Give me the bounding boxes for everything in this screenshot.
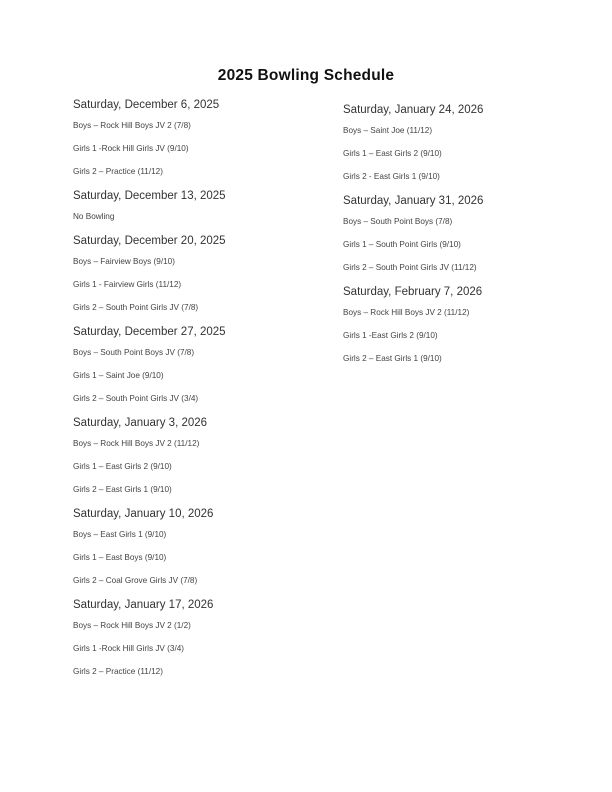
match-entry: Girls 1 – Saint Joe (9/10)	[73, 371, 164, 380]
match-entry: Girls 2 – Practice (11/12)	[73, 667, 163, 676]
page-title: 2025 Bowling Schedule	[217, 67, 395, 84]
right-column	[343, 102, 583, 375]
match-entry: Boys – Fairview Boys (9/10)	[73, 257, 175, 266]
schedule-day-dec-27	[73, 324, 323, 415]
day-date: Saturday, February 7, 2026	[343, 286, 483, 298]
match-entry: Girls 1 – South Point Girls (9/10)	[343, 240, 461, 249]
match-entry: Girls 2 – East Girls 1 (9/10)	[343, 354, 442, 363]
day-date: Saturday, January 31, 2026	[343, 195, 484, 207]
day-date: Saturday, January 10, 2026	[73, 508, 214, 520]
match-entry: Girls 2 – South Point Girls JV (3/4)	[73, 394, 199, 403]
schedule-day-dec-13	[73, 188, 323, 233]
schedule-day-jan-3	[73, 415, 323, 506]
day-date: Saturday, December 13, 2025	[73, 190, 226, 202]
day-date: Saturday, December 27, 2025	[73, 326, 226, 338]
match-entry: No Bowling	[73, 212, 115, 221]
match-entry: Girls 2 – South Point Girls JV (7/8)	[73, 303, 199, 312]
match-entry: Girls 1 -East Girls 2 (9/10)	[343, 331, 438, 340]
match-entry: Boys – South Point Boys JV (7/8)	[73, 348, 195, 357]
match-entry: Boys – Rock Hill Boys JV 2 (11/12)	[343, 308, 470, 317]
day-date: Saturday, January 24, 2026	[343, 104, 484, 116]
match-entry: Girls 1 -Rock Hill Girls JV (3/4)	[73, 644, 184, 653]
match-entry: Girls 2 – South Point Girls JV (11/12)	[343, 263, 477, 272]
schedule-day-dec-6	[73, 97, 323, 188]
match-entry: Girls 2 – East Girls 1 (9/10)	[73, 485, 172, 494]
match-entry: Boys – Rock Hill Boys JV 2 (11/12)	[73, 439, 200, 448]
match-entry: Girls 2 - East Girls 1 (9/10)	[343, 172, 440, 181]
day-date: Saturday, January 3, 2026	[73, 417, 208, 429]
day-date: Saturday, January 17, 2026	[73, 599, 214, 611]
match-entry: Girls 2 – Coal Grove Girls JV (7/8)	[73, 576, 198, 585]
match-entry: Girls 1 -Rock Hill Girls JV (9/10)	[73, 144, 189, 153]
schedule-day-dec-20	[73, 233, 323, 324]
day-date: Saturday, December 6, 2025	[73, 99, 220, 111]
match-entry: Boys – Rock Hill Boys JV 2 (7/8)	[73, 121, 191, 130]
match-entry: Boys – Saint Joe (11/12)	[343, 126, 433, 135]
schedule-day-jan-31	[343, 193, 583, 284]
match-entry: Girls 1 – East Girls 2 (9/10)	[73, 462, 172, 471]
day-date: Saturday, December 20, 2025	[73, 235, 226, 247]
match-entry: Girls 1 - Fairview Girls (11/12)	[73, 280, 182, 289]
match-entry: Boys – South Point Boys (7/8)	[343, 217, 453, 226]
match-entry: Girls 2 – Practice (11/12)	[73, 167, 163, 176]
match-entry: Boys – Rock Hill Boys JV 2 (1/2)	[73, 621, 191, 630]
schedule-day-feb-7	[343, 284, 583, 375]
schedule-day-jan-24	[343, 102, 583, 193]
schedule-day-jan-17	[73, 597, 323, 688]
match-entry: Girls 1 – East Boys (9/10)	[73, 553, 167, 562]
match-entry: Boys – East Girls 1 (9/10)	[73, 530, 167, 539]
schedule-day-jan-10	[73, 506, 323, 597]
left-column	[73, 97, 323, 688]
match-entry: Girls 1 – East Girls 2 (9/10)	[343, 149, 442, 158]
